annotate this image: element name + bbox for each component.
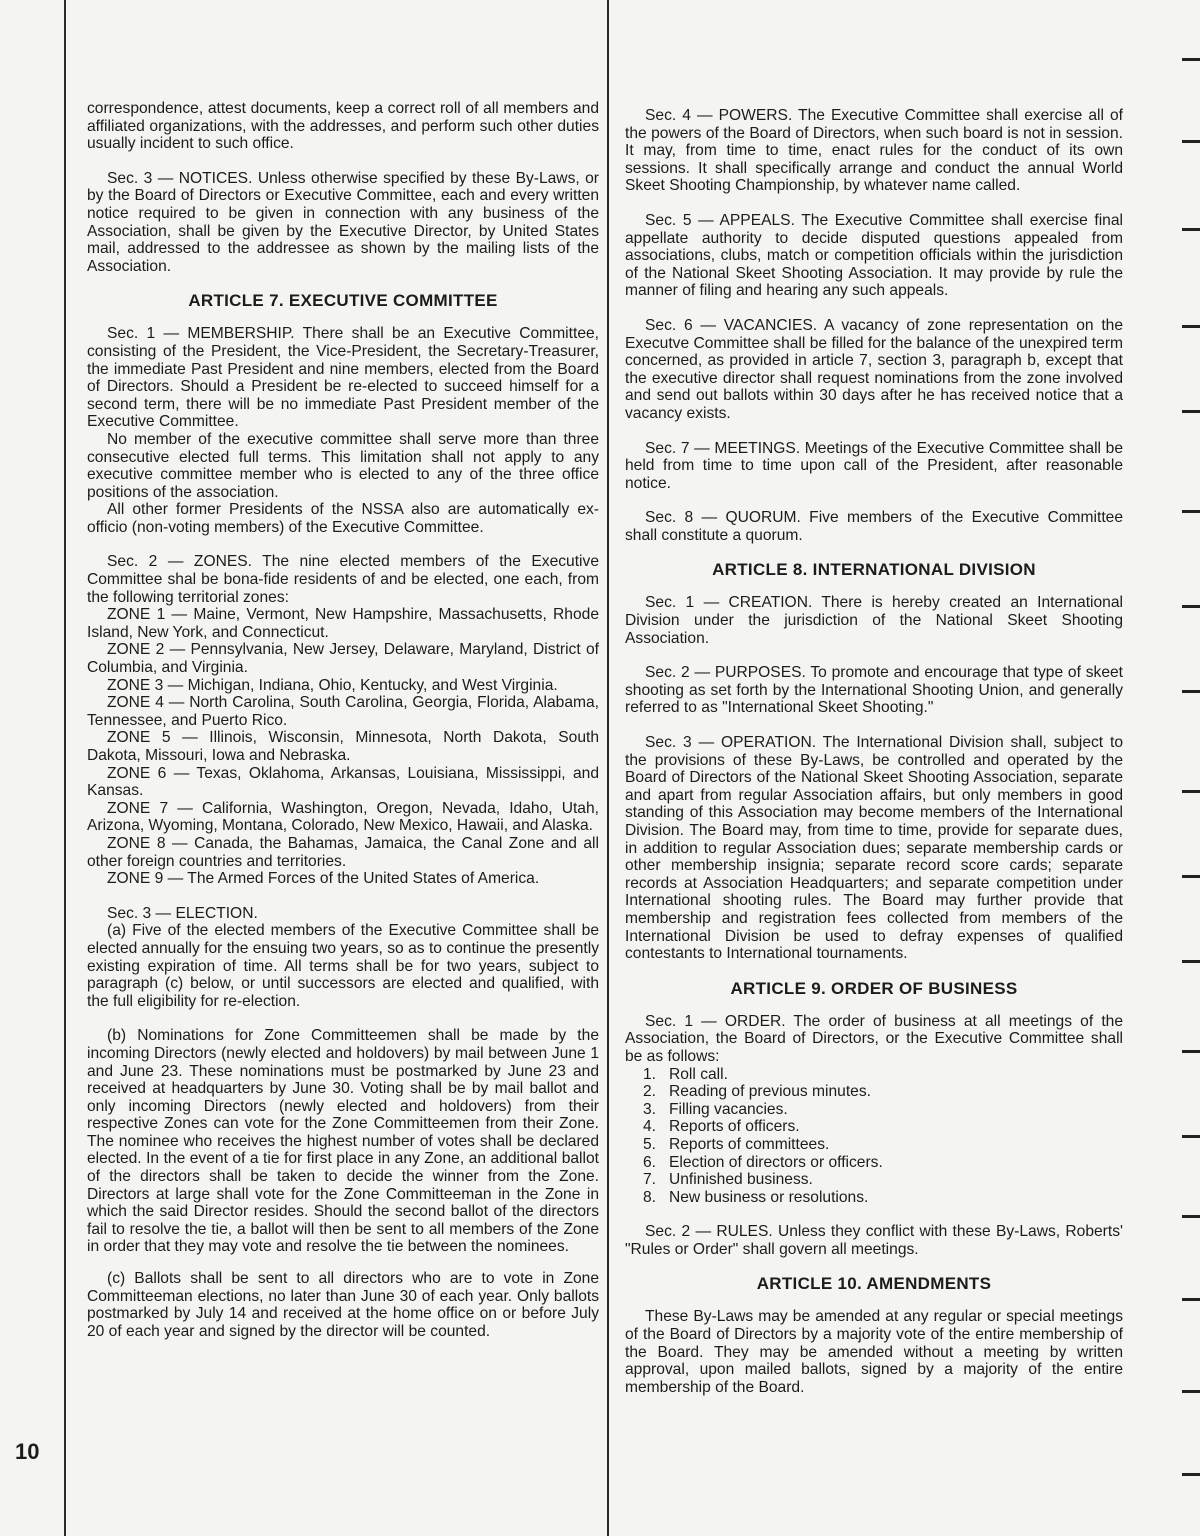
paragraph-sec3-election: Sec. 3 — ELECTION. — [107, 904, 258, 922]
edge-tick — [1182, 1050, 1200, 1053]
edge-tick — [1182, 228, 1200, 231]
left-column-rule — [64, 0, 66, 1536]
paragraph-sec7-meetings: Sec. 7 — MEETINGS. Meetings of the Executive Committee shall be held from time to time upon call of the President, after reasonable notice. — [625, 439, 1123, 492]
edge-tick — [1182, 1135, 1200, 1138]
paragraph-election-c: (c) Ballots shall be sent to all directors who are to vote in Zone Committeeman elections, no later than June 30 of each year. Only ballots postmarked by July 14 and received at the home office on or before July 20 of each year and signed by the director will be counted. — [87, 1270, 599, 1340]
edge-tick — [1182, 790, 1200, 793]
paragraph-sec2-zones: Sec. 2 — ZONES. The nine elected members of the Executive Committee shal be bona-fide residents of and be elected, one each, from the following territorial zones: — [87, 553, 599, 606]
paragraph-sec6-vacancies: Sec. 6 — VACANCIES. A vacancy of zone representation on the Executve Committee shall be filled for the balance of the unexpired term concerned, as provided in article 7, section 3, paragraph b, except that the executive director shall request nominations from the zone involved and send out ballots within 30 days after he has received notice that a vacancy exists. — [625, 316, 1123, 422]
edge-tick — [1182, 690, 1200, 693]
paragraph-sec1-membership: Sec. 1 — MEMBERSHIP. There shall be an Executive Committee, consisting of the President, the Vice-President, the Secretary-Treasurer, the immediate Past President and nine members, elected from the Board of Directors. Should a President be re-elected to succeed himself for a second term, there will be no immediate Past President member of the Executive Committee. — [87, 325, 599, 431]
edge-tick — [1182, 1473, 1200, 1476]
edge-tick — [1182, 410, 1200, 413]
zone-1: ZONE 1 — Maine, Vermont, New Hampshire, Massachusetts, Rhode Island, New York, and Connecticut. — [87, 606, 599, 641]
list-item: 4. Reports of officers. — [643, 1118, 800, 1136]
zone-2: ZONE 2 — Pennsylvania, New Jersey, Delaware, Maryland, District of Columbia, and Virginia. — [87, 641, 599, 677]
zone-8: ZONE 8 — Canada, the Bahamas, Jamaica, the Canal Zone and all other foreign countries and territories. — [87, 834, 599, 870]
paragraph-intro: correspondence, attest documents, keep a correct roll of all members and affiliated organizations, with the addresses, and perform such other duties usually incident to such office. — [87, 100, 599, 153]
article-7-heading: ARTICLE 7. EXECUTIVE COMMITTEE — [188, 291, 498, 311]
edge-tick — [1182, 1298, 1200, 1301]
paragraph-sec5-appeals: Sec. 5 — APPEALS. The Executive Committee shall exercise final appellate authority to decide disputed questions appealed from associations, clubs, match or competition officials within the jurisdiction of the National Skeet Shooting Association. It may provide by rule the manner of filing and hearing any such appeals. — [625, 211, 1123, 300]
zone-3: ZONE 3 — Michigan, Indiana, Ohio, Kentucky, and West Virginia. — [107, 676, 558, 694]
order-of-business-list — [625, 1066, 1123, 1207]
paragraph-sec3-notices: Sec. 3 — NOTICES. Unless otherwise specified by these By-Laws, or by the Board of Directors or Executive Committee, each and every written notice required to be given in connection with any business of the Association, shall be given by the Executive Director, by United States mail, addressed to the addressee as shown by the mailing lists of the Association. — [87, 169, 599, 275]
edge-tick — [1182, 605, 1200, 608]
edge-tick — [1182, 1215, 1200, 1218]
left-column — [87, 100, 599, 1340]
zone-9: ZONE 9 — The Armed Forces of the United States of America. — [107, 870, 540, 888]
paragraph-a8-sec1: Sec. 1 — CREATION. There is hereby created an International Division under the jurisdiction of the National Skeet Shooting Association. — [625, 594, 1123, 647]
paragraph-sec8-quorum: Sec. 8 — QUORUM. Five members of the Executive Committee shall constitute a quorum. — [625, 509, 1123, 544]
article-8-heading: ARTICLE 8. INTERNATIONAL DIVISION — [712, 560, 1036, 580]
paragraph-a10: These By-Laws may be amended at any regular or special meetings of the Board of Directors by a majority vote of the entire membership of the Board. They may be amended without a meeting by written approval, upon mailed ballots, signed by a majority of the entire membership of the Board. — [625, 1308, 1123, 1396]
paragraph-election-b: (b) Nominations for Zone Committeemen shall be made by the incoming Directors (newly elected and holdovers) by mail between June 1 and June 23. These nominations must be postmarked by June 23 and received at headquarters by June 30. Voting shall be by mail ballot and only incoming Directors (newly elected and holdovers) from their respective Zones can vote for the Zone Committeemen from their Zone. The nominee who receives the highest number of votes shall be declared elected. In the event of a tie for first place in any Zone, an additional ballot of the directors shall be taken to decide the winner from the Zone. Directors at large shall vote for the Zone Committeeman in the Zone in which the said Director resides. Should the second ballot of the directors fail to resolve the tie, a ballot will then be sent to all members of the Zone in order that they may vote and resolve the tie between the nominees. — [87, 1027, 599, 1256]
list-item: 1. Roll call. — [643, 1065, 728, 1083]
zone-5: ZONE 5 — Illinois, Wisconsin, Minnesota, North Dakota, South Dakota, Missouri, Iowa and Nebraska. — [87, 729, 599, 764]
list-item: 3. Filling vacancies. — [643, 1100, 788, 1118]
list-item: 7. Unfinished business. — [643, 1171, 813, 1189]
paragraph-a8-sec3: Sec. 3 — OPERATION. The International Division shall, subject to the provisions of these By-Laws, be controlled and operated by the Board of Directors of the National Skeet Shooting Association, separate and apart from regular Association affairs, but only members in good standing of this Association may become members of the International Division. The Board may, from time to time, provide for separate dues, in addition to regular Association dues; separate membership cards or other membership insignia; separate record score cards; separate records at Association Headquarters; and separate competition under International shooting rules. The Board may further provide that membership and registration fees collected from members of the International Division be used to defray expenses of qualified contestants to International tournaments. — [625, 734, 1123, 963]
article-9-heading: ARTICLE 9. ORDER OF BUSINESS — [730, 978, 1018, 998]
article-10-heading: ARTICLE 10. AMENDMENTS — [756, 1274, 992, 1294]
zone-4: ZONE 4 — North Carolina, South Carolina, Georgia, Florida, Alabama, Tennessee, and Puerto Rico. — [87, 694, 599, 729]
edge-tick — [1182, 140, 1200, 143]
page-number: 10 — [15, 1439, 40, 1464]
paragraph-no-member: No member of the executive committee shall serve more than three consecutive elected full terms. This limitation shall not apply to any executive committee member who is elected to any of the three office positions of the association. — [87, 430, 599, 501]
edge-tick — [1182, 325, 1200, 328]
paragraph-a9-sec1: Sec. 1 — ORDER. The order of business at all meetings of the Association, the Board of Directors, or the Executive Committee shall be as follows: — [625, 1012, 1123, 1065]
list-item: 8. New business or resolutions. — [643, 1188, 869, 1206]
edge-tick — [1182, 875, 1200, 878]
zone-7: ZONE 7 — California, Washington, Oregon, Nevada, Idaho, Utah, Arizona, Wyoming, Montana, Colorado, New Mexico, Hawaii, and Alaska. — [87, 799, 599, 835]
list-item: 6. Election of directors or officers. — [643, 1153, 883, 1171]
edge-tick — [1182, 960, 1200, 963]
paragraph-former-presidents: All other former Presidents of the NSSA also are automatically ex-officio (non-voting members) of the Executive Committee. — [87, 501, 599, 536]
zone-6: ZONE 6 — Texas, Oklahoma, Arkansas, Louisiana, Mississippi, and Kansas. — [87, 764, 599, 800]
center-column-rule — [607, 0, 609, 1536]
list-item: 5. Reports of committees. — [643, 1135, 830, 1153]
paragraph-a9-sec2: Sec. 2 — RULES. Unless they conflict with these By-Laws, Roberts' "Rules or Order" shall govern all meetings. — [625, 1223, 1123, 1258]
edge-tick — [1182, 58, 1200, 61]
list-item: 2. Reading of previous minutes. — [643, 1083, 871, 1101]
right-column — [625, 107, 1123, 1396]
edge-tick — [1182, 1390, 1200, 1393]
paragraph-sec4-powers: Sec. 4 — POWERS. The Executive Committee shall exercise all of the powers of the Board of Directors, when such board is not in session. It may, from time to time, enact rules for the conduct of its own sessions. It shall specifically arrange and conduct the annual World Skeet Shooting Championship, by whatever name called. — [625, 107, 1123, 195]
paragraph-a8-sec2: Sec. 2 — PURPOSES. To promote and encourage that type of skeet shooting as set forth by the International Shooting Union, and generally referred to as "International Skeet Shooting." — [625, 664, 1123, 717]
paragraph-election-a: (a) Five of the elected members of the Executive Committee shall be elected annually for the ensuing two years, so as to continue the presently existing expiration of time. All terms shall be for two years, subject to paragraph (c) below, or until successors are elected and qualified, with the full eligibility for re-election. — [87, 922, 599, 1010]
edge-tick — [1182, 510, 1200, 513]
